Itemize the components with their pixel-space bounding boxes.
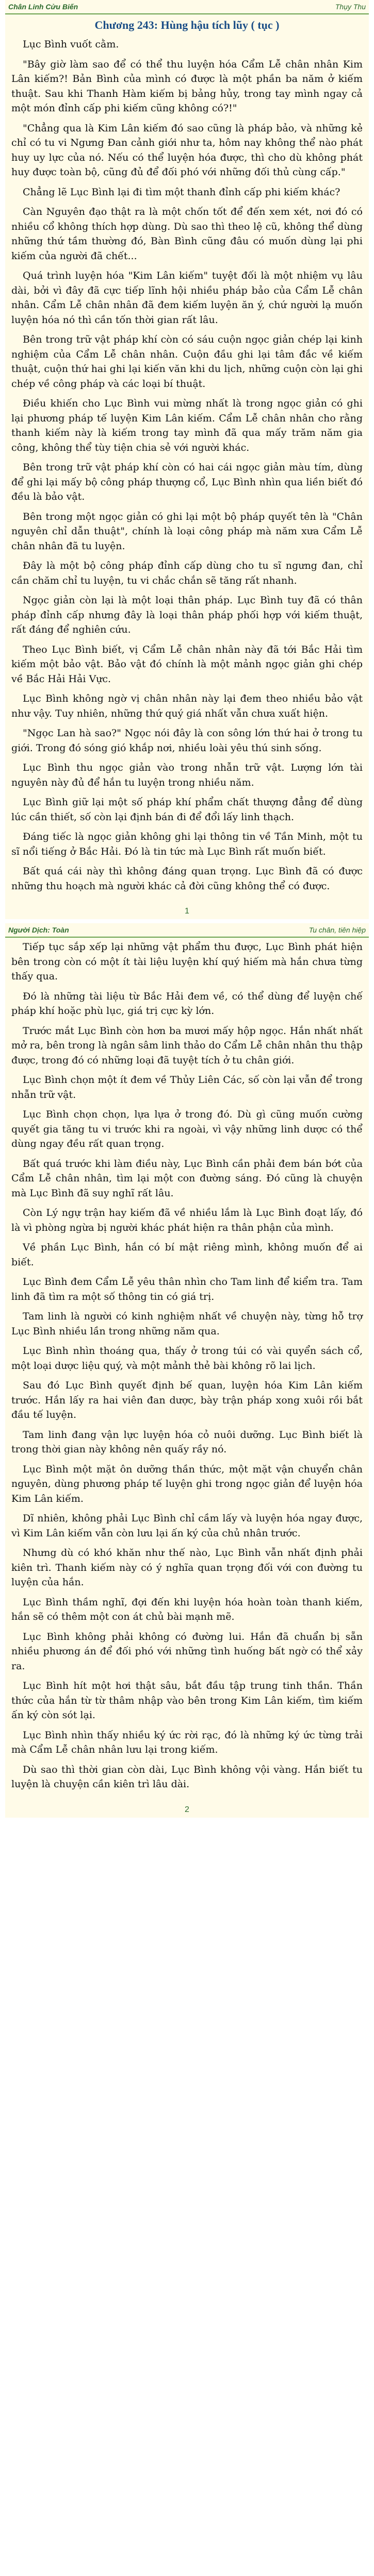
page-1 bbox=[5, 0, 369, 919]
paragraph: Lục Bình chọn một ít đem về Thủy Liên Các, số còn lại vẫn để trong nhẫn trữ vật. bbox=[11, 1074, 363, 1100]
paragraph: Dù sao thì thời gian còn dài, Lục Bình không vội vàng. Hắn biết tu luyện là chuyện cần kiên trì lâu dài. bbox=[11, 1764, 363, 1790]
paragraph: Lục Bình đem Cẩm Lễ yêu thân nhìn cho Tam linh để kiểm tra. Tam linh đã tìm ra một số thông tin có giá trị. bbox=[11, 1276, 363, 1302]
paragraph: Quá trình luyện hóa "Kim Lân kiếm" tuyệt đối là một nhiệm vụ lâu dài, bởi vì đây đã cực tiếp lĩnh hội nhiều pháp bảo của Cẩm Lễ chân nhân. Cẩm Lễ chân nhân đã đem kiếm luyện ăn ý, chứ người lạ muốn luyện hóa nó thì cần tốn thời gian rất lâu. bbox=[11, 270, 363, 326]
paragraph: Theo Lục Bình biết, vị Cẩm Lễ chân nhân này đã tới Bắc Hải tìm kiếm một bảo vật. Bảo vật đó chính là một mảnh ngọc giản ghi chép về Bắc Hải Hải Vực. bbox=[11, 643, 363, 685]
genre-label: Tu chân, tiên hiệp bbox=[308, 926, 366, 934]
paragraph: Lục Bình nhìn thoáng qua, thấy ở trong túi có vài quyển sách cổ, một loại dược liệu quý, và một mảnh thẻ bài không rõ lai lịch. bbox=[11, 1345, 363, 1371]
paragraph: "Ngọc Lan hà sao?" Ngọc nói đây là con sông lớn thứ hai ở trong tu giới. Trong đó sóng gió khắp nơi, nhiều loài yêu thú sinh sống. bbox=[11, 727, 363, 754]
paragraph: Bên trong một ngọc giản có ghi lại một bộ pháp quyết tên là "Chân nguyên chỉ dẫn thuật", chính là loại công pháp mà năm xưa Cẩm Lễ chân nhân đã tu luyện. bbox=[11, 511, 363, 552]
paragraph: Đáng tiếc là ngọc giản không ghi lại thông tin về Tần Minh, một tu sĩ nổi tiếng ở Bắc Hải. Đó là tin tức mà Lục Bình rất muốn biết. bbox=[11, 831, 363, 857]
paragraph: Lục Bình không phải không có đường lui. Hắn đã chuẩn bị sẵn nhiều phương án để đối phó với những tình huống bất ngờ có thể xảy ra. bbox=[11, 1631, 363, 1672]
paragraph: Lục Bình chọn chọn, lựa lựa ở trong đó. Dù gì cũng muốn cường quyết gia tăng tu vi trước khi ra ngoài, vì vậy những linh dược có thể dùng ngay đều rất quan trọng. bbox=[11, 1109, 363, 1149]
paragraph: Bất quá cái này thì không đáng quan trọng. Lục Bình đã có được những thu hoạch mà người khác cả đời cũng không thể có được. bbox=[11, 866, 363, 892]
novel-title: Chân Linh Cửu Biến bbox=[8, 3, 78, 11]
chapter-body bbox=[5, 35, 369, 904]
paragraph: Lục Bình không ngờ vị chân nhân này lại đem theo nhiều bảo vật như vậy. Tuy nhiên, những thứ quý giá nhất vẫn chưa xuất hiện. bbox=[11, 693, 363, 719]
paragraph: Sau đó Lục Bình quyết định bế quan, luyện hóa Kim Lân kiếm trước. Hắn lấy ra hai viên đan dược, bày trận pháp xong xuôi rồi bắt đầu tế luyện. bbox=[11, 1380, 363, 1420]
translator-name: Người Dịch: Toàn bbox=[8, 926, 69, 934]
paragraph: "Bây giờ làm sao để có thể thu luyện hóa Cẩm Lễ chân nhân Kim Lân kiếm?! Bản Bình của mình có được là một phần ba năm ở kiếm thuật. Sau khi Thanh Hàm kiếm bị bảng hủy, trong tay mình ngay cả một món đỉnh cấp phi kiếm cũng không có?!" bbox=[11, 58, 363, 114]
paragraph: Ngọc giản còn lại là một loại thân pháp. Lục Bình tuy đã có thân pháp đỉnh cấp nhưng đây là loại thân pháp phối hợp với kiếm thuật, rất đáng để nghiên cứu. bbox=[11, 595, 363, 635]
page-number: 1 bbox=[185, 907, 189, 916]
paragraph: Nhưng dù có khó khăn như thế nào, Lục Bình vẫn nhất định phải kiên trì. Thanh kiếm này có ý nghĩa quan trọng đối với con đường tu luyện của hắn. bbox=[11, 1547, 363, 1588]
paragraph: Tam linh là người có kinh nghiệm nhất về chuyện này, từng hỗ trợ Lục Bình nhiều lần trong những năm qua. bbox=[11, 1311, 363, 1337]
page-2 bbox=[5, 923, 369, 1818]
paragraph: Còn Lý ngự trận hay kiếm đã về nhiều lắm là Lục Bình đoạt lấy, đó là vì phòng ngừa bị người khác phát hiện ra thân phận của mình. bbox=[11, 1207, 363, 1233]
paragraph: Tiếp tục sắp xếp lại những vật phẩm thu được, Lục Bình phát hiện bên trong còn có một ít tài liệu luyện khí quý hiếm mà hắn chưa từng thấy qua. bbox=[11, 941, 363, 982]
paragraph: Chẳng lẽ Lục Bình lại đi tìm một thanh đỉnh cấp phi kiếm khác? bbox=[23, 186, 340, 198]
paragraph: "Chẳng qua là Kim Lân kiếm đó sao cũng là pháp bảo, và những kẻ chỉ có tu vi Ngưng Đan cảnh giới như ta, hôm nay không thể nào phát huy uy lực của nó. Nếu có thể luyện hóa được, thì cho dù không phát huy được toàn bộ, cũng đủ để đối phó với những đối thủ cùng cấp." bbox=[11, 122, 363, 178]
paragraph: Trước mắt Lục Bình còn hơn ba mươi mấy hộp ngọc. Hắn nhất nhất mở ra, bên trong là ngân sâm linh thảo do Cẩm Lễ chân nhân thu thập được, trong đó có những loại đã tuyệt tích ở tu chân giới. bbox=[11, 1025, 363, 1066]
paragraph: Lục Bình nhìn thấy nhiều ký ức rời rạc, đó là những ký ức từng trải mà Cẩm Lễ chân nhân lưu lại trong kiếm. bbox=[11, 1729, 363, 1755]
paragraph: Dĩ nhiên, không phải Lục Bình chỉ cầm lấy và luyện hóa ngay được, vì Kim Lân kiếm vẫn còn lưu lại ấn ký của chủ nhân trước. bbox=[11, 1513, 363, 1539]
paragraph: Tam linh đang vận lực luyện hóa cỏ nuôi dưỡng. Lục Bình biết là trong thời gian này không nên quấy rầy nó. bbox=[11, 1429, 363, 1455]
paragraph: Lục Bình giữ lại một số pháp khí phẩm chất thượng đẳng để dùng lúc cần thiết, số còn lại định bán đi để đổi lấy linh thạch. bbox=[11, 796, 363, 823]
paragraph: Đây là một bộ công pháp đỉnh cấp dùng cho tu sĩ ngưng đan, chỉ cần chăm chỉ tu luyện, tu vi chắc chắn sẽ tăng rất nhanh. bbox=[11, 560, 363, 586]
paragraph: Càn Nguyên đạo thật ra là một chốn tốt để đến xem xét, nơi đó có nhiều cổ không thích hợp dùng. Dù sao thì theo lệ cũ, không thể dùng những thứ tầm thường đó, Bàn Bình cũng đâu có muốn dùng lại phi kiếm của người đã chết... bbox=[11, 206, 363, 262]
chapter-body bbox=[5, 938, 369, 1802]
page-header bbox=[5, 923, 369, 938]
page-header bbox=[5, 0, 369, 14]
paragraph: Bên trong trữ vật pháp khí còn có hai cái ngọc giản màu tím, dùng để ghi lại mấy bộ công pháp thượng cổ, Lục Bình nhìn qua liền biết đó đều là bảo vật. bbox=[11, 462, 363, 502]
paragraph: Lục Bình vuốt cằm. bbox=[23, 39, 119, 50]
chapter-title: Chương 243: Hùng hậu tích lũy ( tục ) bbox=[94, 19, 280, 31]
paragraph: Lục Bình hít một hơi thật sâu, bắt đầu tập trung tinh thần. Thần thức của hắn từ từ thâm nhập vào bên trong Kim Lân kiếm, tìm kiếm ấn ký còn sót lại. bbox=[11, 1680, 363, 1721]
paragraph: Về phần Lục Bình, hắn có bí mật riêng mình, không muốn để ai biết. bbox=[11, 1242, 363, 1268]
paragraph: Lục Bình thầm nghĩ, đợi đến khi luyện hóa hoàn toàn thanh kiếm, hắn sẽ có thêm một con át chủ bài mạnh mẽ. bbox=[11, 1596, 363, 1622]
paragraph: Đó là những tài liệu từ Bắc Hải đem về, có thể dùng để luyện chế pháp khí hoặc phù lục, giá trị cực kỳ lớn. bbox=[11, 990, 363, 1016]
paragraph: Bất quá trước khi làm điều này, Lục Bình cần phải đem bán bớt của Cẩm Lễ chân nhân, tìm lại một con đường sáng. Đó cũng là chuyện mà Lục Bình đã suy nghĩ rất lâu. bbox=[11, 1158, 363, 1199]
page-number: 2 bbox=[185, 1805, 189, 1814]
paragraph: Điều khiến cho Lục Bình vui mừng nhất là trong ngọc giản có ghi lại phương pháp tế luyện Kim Lân kiếm. Cẩm Lễ chân nhân cho rằng thanh kiếm này là kiếm trong tay mình đã qua mấy trăm năm gia công, không thể tùy tiện chia sẻ với người khác. bbox=[11, 398, 363, 453]
paragraph: Lục Bình một mặt ôn dưỡng thần thức, một mặt vận chuyển chân nguyên, dùng phương pháp tế luyện ghi trong ngọc giản để luyện hóa Kim Lân kiếm. bbox=[11, 1463, 363, 1504]
paragraph: Lục Bình thu ngọc giản vào trong nhẫn trữ vật. Lượng lớn tài nguyên này đủ để hắn tu luyện trong nhiều năm. bbox=[11, 762, 363, 788]
paragraph: Bên trong trữ vật pháp khí còn có sáu cuộn ngọc giản chép lại kinh nghiệm của Cẩm Lễ chân nhân. Cuộn đầu ghi lại tâm đắc về kiếm thuật, cuộn thứ hai ghi lại kiến văn khi du lịch, những cuộn còn lại ghi chép về công pháp và các loại bí thuật. bbox=[11, 334, 363, 389]
author-name: Thụy Thu bbox=[335, 3, 366, 11]
